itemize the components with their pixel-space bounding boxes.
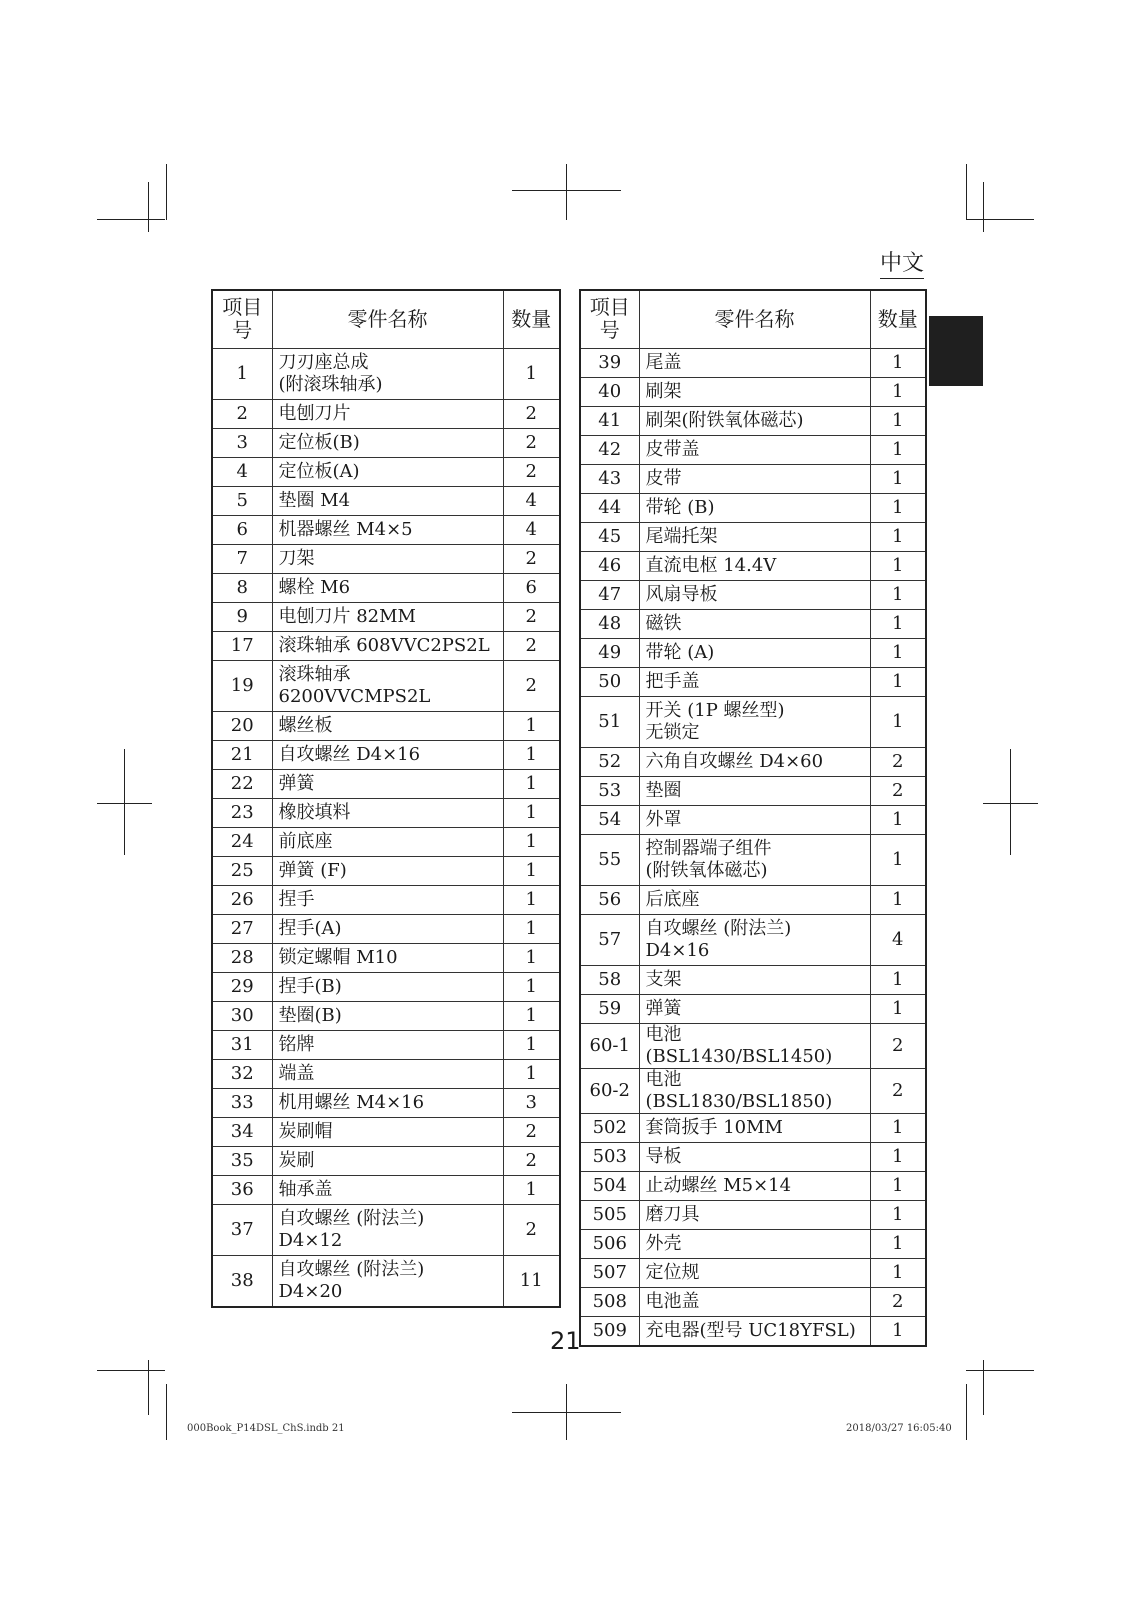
- item-no-cell: 59: [580, 994, 639, 1023]
- part-name-cell: 炭刷帽: [272, 1117, 503, 1146]
- item-no-cell: 27: [212, 914, 272, 943]
- quantity-cell: 1: [870, 1316, 926, 1346]
- table-row: [212, 399, 560, 428]
- part-name-cell: 机用螺丝 M4×16: [272, 1088, 503, 1117]
- quantity-cell: 2: [870, 1287, 926, 1316]
- table-row: [212, 1059, 560, 1088]
- table-row: [580, 834, 926, 885]
- table-row: [580, 464, 926, 493]
- quantity-cell: 1: [503, 914, 560, 943]
- item-no-cell: 5: [212, 486, 272, 515]
- item-no-cell: 9: [212, 602, 272, 631]
- quantity-cell: 6: [503, 573, 560, 602]
- header-part-name: 零件名称: [639, 290, 870, 348]
- part-name-cell: 磁铁: [639, 609, 870, 638]
- item-no-cell: 25: [212, 856, 272, 885]
- part-name-cell: 滚珠轴承 608VVC2PS2L: [272, 631, 503, 660]
- part-name-cell: 刀架: [272, 544, 503, 573]
- quantity-cell: 1: [870, 406, 926, 435]
- table-row: [212, 711, 560, 740]
- quantity-cell: 2: [503, 660, 560, 711]
- part-name-cell: 电池盖: [639, 1287, 870, 1316]
- table-row: [580, 493, 926, 522]
- table-row: [580, 776, 926, 805]
- item-no-cell: 48: [580, 609, 639, 638]
- quantity-cell: 2: [503, 428, 560, 457]
- part-name-cell: 六角自攻螺丝 D4×60: [639, 747, 870, 776]
- part-name-cell: 垫圈 M4: [272, 486, 503, 515]
- item-no-cell: 50: [580, 667, 639, 696]
- part-name-cell: 定位规: [639, 1258, 870, 1287]
- part-name-cell: 外壳: [639, 1229, 870, 1258]
- table-row: [212, 856, 560, 885]
- header-item-no: 项目 号: [212, 290, 272, 348]
- table-row: [580, 580, 926, 609]
- item-no-cell: 42: [580, 435, 639, 464]
- item-no-cell: 17: [212, 631, 272, 660]
- quantity-cell: 1: [870, 965, 926, 994]
- quantity-cell: 1: [870, 638, 926, 667]
- quantity-cell: 1: [870, 464, 926, 493]
- item-no-cell: 20: [212, 711, 272, 740]
- item-no-cell: 24: [212, 827, 272, 856]
- item-no-cell: 37: [212, 1204, 272, 1255]
- part-name-cell: 捏手(B): [272, 972, 503, 1001]
- item-no-cell: 58: [580, 965, 639, 994]
- part-name-cell: 电刨刀片 82MM: [272, 602, 503, 631]
- item-no-cell: 34: [212, 1117, 272, 1146]
- quantity-cell: 2: [503, 1117, 560, 1146]
- part-name-cell: 螺栓 M6: [272, 573, 503, 602]
- part-name-cell: 垫圈: [639, 776, 870, 805]
- item-no-cell: 35: [212, 1146, 272, 1175]
- part-name-cell: 皮带盖: [639, 435, 870, 464]
- part-name-cell: 定位板(B): [272, 428, 503, 457]
- part-name-cell: 尾端托架: [639, 522, 870, 551]
- item-no-cell: 507: [580, 1258, 639, 1287]
- item-no-cell: 504: [580, 1171, 639, 1200]
- quantity-cell: 1: [503, 943, 560, 972]
- quantity-cell: 3: [503, 1088, 560, 1117]
- quantity-cell: 1: [870, 667, 926, 696]
- item-no-cell: 51: [580, 696, 639, 747]
- item-no-cell: 56: [580, 885, 639, 914]
- quantity-cell: 2: [503, 1204, 560, 1255]
- table-row: [580, 348, 926, 377]
- quantity-cell: 1: [503, 798, 560, 827]
- table-row: [212, 486, 560, 515]
- item-no-cell: 508: [580, 1287, 639, 1316]
- part-name-cell: 前底座: [272, 827, 503, 856]
- table-row: [580, 1068, 926, 1113]
- table-row: [580, 1287, 926, 1316]
- item-no-cell: 502: [580, 1113, 639, 1142]
- item-no-cell: 32: [212, 1059, 272, 1088]
- table-row: [580, 1258, 926, 1287]
- quantity-cell: 1: [870, 609, 926, 638]
- table-row: [580, 747, 926, 776]
- quantity-cell: 2: [870, 1023, 926, 1068]
- item-no-cell: 31: [212, 1030, 272, 1059]
- quantity-cell: 1: [870, 551, 926, 580]
- quantity-cell: 1: [870, 1142, 926, 1171]
- table-row: [212, 428, 560, 457]
- quantity-cell: 1: [503, 972, 560, 1001]
- table-row: [212, 1146, 560, 1175]
- item-no-cell: 33: [212, 1088, 272, 1117]
- quantity-cell: 1: [870, 348, 926, 377]
- part-name-cell: 带轮 (B): [639, 493, 870, 522]
- item-no-cell: 30: [212, 1001, 272, 1030]
- item-no-cell: 505: [580, 1200, 639, 1229]
- item-no-cell: 41: [580, 406, 639, 435]
- page-number: 21: [550, 1327, 581, 1355]
- part-name-cell: 把手盖: [639, 667, 870, 696]
- quantity-cell: 1: [503, 711, 560, 740]
- quantity-cell: 1: [870, 696, 926, 747]
- part-name-cell: 风扇导板: [639, 580, 870, 609]
- quantity-cell: 1: [870, 377, 926, 406]
- table-row: [212, 943, 560, 972]
- part-name-cell: 铭牌: [272, 1030, 503, 1059]
- quantity-cell: 1: [503, 740, 560, 769]
- quantity-cell: 1: [870, 1171, 926, 1200]
- table-row: [212, 1001, 560, 1030]
- table-row: [212, 1117, 560, 1146]
- header-quantity: 数量: [503, 290, 560, 348]
- part-name-cell: 电池(BSL1830/BSL1850): [639, 1068, 870, 1113]
- item-no-cell: 46: [580, 551, 639, 580]
- table-row: [580, 1142, 926, 1171]
- table-row: [212, 914, 560, 943]
- table-row: [212, 631, 560, 660]
- table-row: [580, 914, 926, 965]
- part-name-cell: 机器螺丝 M4×5: [272, 515, 503, 544]
- quantity-cell: 1: [870, 994, 926, 1023]
- part-name-cell: 止动螺丝 M5×14: [639, 1171, 870, 1200]
- table-row: [212, 544, 560, 573]
- quantity-cell: 1: [870, 1229, 926, 1258]
- quantity-cell: 4: [503, 486, 560, 515]
- part-name-cell: 电池(BSL1430/BSL1450): [639, 1023, 870, 1068]
- table-row: [580, 638, 926, 667]
- header-item-no: 项目 号: [580, 290, 639, 348]
- part-name-cell: 尾盖: [639, 348, 870, 377]
- quantity-cell: 1: [870, 580, 926, 609]
- item-no-cell: 29: [212, 972, 272, 1001]
- table-row: [212, 348, 560, 399]
- item-no-cell: 2: [212, 399, 272, 428]
- item-no-cell: 4: [212, 457, 272, 486]
- language-label: 中文: [880, 246, 924, 279]
- part-name-cell: 开关 (1P 螺丝型) 无锁定: [639, 696, 870, 747]
- quantity-cell: 2: [503, 631, 560, 660]
- part-name-cell: 刀刃座总成 (附滚珠轴承): [272, 348, 503, 399]
- part-name-cell: 刷架(附铁氧体磁芯): [639, 406, 870, 435]
- item-no-cell: 39: [580, 348, 639, 377]
- item-no-cell: 506: [580, 1229, 639, 1258]
- table-row: [580, 1171, 926, 1200]
- part-name-cell: 自攻螺丝 (附法兰) D4×16: [639, 914, 870, 965]
- item-no-cell: 54: [580, 805, 639, 834]
- table-row: [580, 965, 926, 994]
- table-row: [580, 1113, 926, 1142]
- table-row: [580, 609, 926, 638]
- parts-table-right: [579, 289, 927, 1347]
- quantity-cell: 1: [870, 1200, 926, 1229]
- item-no-cell: 57: [580, 914, 639, 965]
- table-row: [212, 457, 560, 486]
- part-name-cell: 控制器端子组件 (附铁氧体磁芯): [639, 834, 870, 885]
- part-name-cell: 磨刀具: [639, 1200, 870, 1229]
- table-row: [580, 377, 926, 406]
- table-row: [580, 1316, 926, 1346]
- table-row: [580, 522, 926, 551]
- table-row: [580, 1023, 926, 1068]
- item-no-cell: 23: [212, 798, 272, 827]
- part-name-cell: 捏手: [272, 885, 503, 914]
- table-row: [212, 660, 560, 711]
- item-no-cell: 22: [212, 769, 272, 798]
- table-row: [212, 515, 560, 544]
- part-name-cell: 带轮 (A): [639, 638, 870, 667]
- part-name-cell: 定位板(A): [272, 457, 503, 486]
- part-name-cell: 皮带: [639, 464, 870, 493]
- item-no-cell: 19: [212, 660, 272, 711]
- footer-timestamp: 2018/03/27 16:05:40: [846, 1423, 952, 1434]
- table-row: [212, 885, 560, 914]
- part-name-cell: 炭刷: [272, 1146, 503, 1175]
- quantity-cell: 2: [503, 399, 560, 428]
- part-name-cell: 自攻螺丝 (附法兰) D4×20: [272, 1255, 503, 1307]
- item-no-cell: 60-2: [580, 1068, 639, 1113]
- item-no-cell: 44: [580, 493, 639, 522]
- quantity-cell: 11: [503, 1255, 560, 1307]
- table-row: [580, 551, 926, 580]
- quantity-cell: 1: [503, 827, 560, 856]
- quantity-cell: 1: [870, 1258, 926, 1287]
- part-name-cell: 套筒扳手 10MM: [639, 1113, 870, 1142]
- part-name-cell: 锁定螺帽 M10: [272, 943, 503, 972]
- quantity-cell: 1: [503, 1059, 560, 1088]
- part-name-cell: 电刨刀片: [272, 399, 503, 428]
- quantity-cell: 1: [870, 522, 926, 551]
- quantity-cell: 1: [503, 1175, 560, 1204]
- item-no-cell: 45: [580, 522, 639, 551]
- section-tab: [929, 316, 983, 386]
- table-row: [212, 827, 560, 856]
- parts-table-left: [211, 289, 561, 1308]
- part-name-cell: 外罩: [639, 805, 870, 834]
- item-no-cell: 1: [212, 348, 272, 399]
- item-no-cell: 52: [580, 747, 639, 776]
- quantity-cell: 2: [503, 457, 560, 486]
- quantity-cell: 2: [870, 747, 926, 776]
- part-name-cell: 螺丝板: [272, 711, 503, 740]
- table-row: [580, 667, 926, 696]
- item-no-cell: 38: [212, 1255, 272, 1307]
- table-row: [212, 798, 560, 827]
- part-name-cell: 支架: [639, 965, 870, 994]
- part-name-cell: 端盖: [272, 1059, 503, 1088]
- quantity-cell: 1: [503, 885, 560, 914]
- table-row: [212, 740, 560, 769]
- item-no-cell: 7: [212, 544, 272, 573]
- part-name-cell: 直流电枢 14.4V: [639, 551, 870, 580]
- item-no-cell: 21: [212, 740, 272, 769]
- table-row: [580, 885, 926, 914]
- part-name-cell: 后底座: [639, 885, 870, 914]
- item-no-cell: 43: [580, 464, 639, 493]
- quantity-cell: 1: [503, 1030, 560, 1059]
- table-row: [580, 406, 926, 435]
- table-row: [212, 602, 560, 631]
- item-no-cell: 36: [212, 1175, 272, 1204]
- table-row: [212, 1088, 560, 1117]
- quantity-cell: 1: [870, 805, 926, 834]
- item-no-cell: 47: [580, 580, 639, 609]
- part-name-cell: 轴承盖: [272, 1175, 503, 1204]
- part-name-cell: 弹簧: [272, 769, 503, 798]
- part-name-cell: 橡胶填料: [272, 798, 503, 827]
- item-no-cell: 28: [212, 943, 272, 972]
- part-name-cell: 导板: [639, 1142, 870, 1171]
- item-no-cell: 53: [580, 776, 639, 805]
- item-no-cell: 8: [212, 573, 272, 602]
- quantity-cell: 1: [503, 769, 560, 798]
- item-no-cell: 49: [580, 638, 639, 667]
- table-row: [580, 994, 926, 1023]
- part-name-cell: 垫圈(B): [272, 1001, 503, 1030]
- table-row: [580, 1200, 926, 1229]
- table-row: [212, 769, 560, 798]
- quantity-cell: 2: [503, 1146, 560, 1175]
- part-name-cell: 滚珠轴承 6200VVCMPS2L: [272, 660, 503, 711]
- table-row: [580, 435, 926, 464]
- quantity-cell: 4: [503, 515, 560, 544]
- quantity-cell: 1: [870, 435, 926, 464]
- footer-file-name: 000Book_P14DSL_ChS.indb 21: [187, 1423, 345, 1434]
- part-name-cell: 刷架: [639, 377, 870, 406]
- quantity-cell: 2: [870, 1068, 926, 1113]
- item-no-cell: 503: [580, 1142, 639, 1171]
- quantity-cell: 1: [503, 1001, 560, 1030]
- quantity-cell: 1: [503, 856, 560, 885]
- item-no-cell: 40: [580, 377, 639, 406]
- quantity-cell: 2: [503, 602, 560, 631]
- part-name-cell: 充电器(型号 UC18YFSL): [639, 1316, 870, 1346]
- part-name-cell: 弹簧: [639, 994, 870, 1023]
- table-row: [212, 1030, 560, 1059]
- item-no-cell: 509: [580, 1316, 639, 1346]
- table-row: [580, 696, 926, 747]
- item-no-cell: 3: [212, 428, 272, 457]
- item-no-cell: 55: [580, 834, 639, 885]
- part-name-cell: 捏手(A): [272, 914, 503, 943]
- quantity-cell: 2: [870, 776, 926, 805]
- table-row: [580, 805, 926, 834]
- table-row: [212, 972, 560, 1001]
- header-part-name: 零件名称: [272, 290, 503, 348]
- part-name-cell: 自攻螺丝 (附法兰) D4×12: [272, 1204, 503, 1255]
- table-row: [212, 1175, 560, 1204]
- table-row: [212, 1255, 560, 1307]
- table-row: [212, 1204, 560, 1255]
- item-no-cell: 6: [212, 515, 272, 544]
- part-name-cell: 弹簧 (F): [272, 856, 503, 885]
- quantity-cell: 1: [870, 493, 926, 522]
- quantity-cell: 2: [503, 544, 560, 573]
- item-no-cell: 60-1: [580, 1023, 639, 1068]
- table-row: [580, 1229, 926, 1258]
- part-name-cell: 自攻螺丝 D4×16: [272, 740, 503, 769]
- quantity-cell: 4: [870, 914, 926, 965]
- table-row: [212, 573, 560, 602]
- quantity-cell: 1: [870, 885, 926, 914]
- item-no-cell: 26: [212, 885, 272, 914]
- quantity-cell: 1: [503, 348, 560, 399]
- quantity-cell: 1: [870, 1113, 926, 1142]
- quantity-cell: 1: [870, 834, 926, 885]
- header-quantity: 数量: [870, 290, 926, 348]
